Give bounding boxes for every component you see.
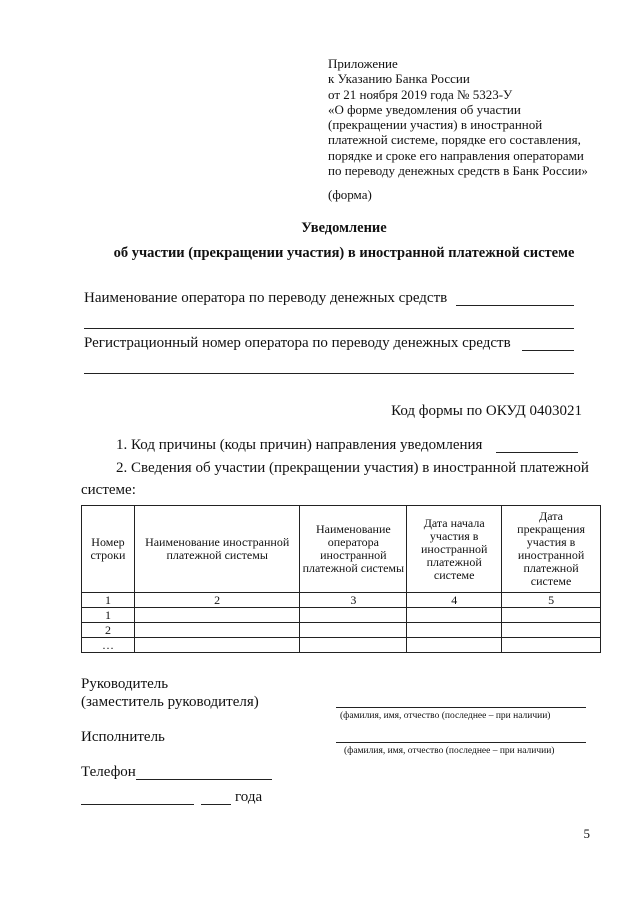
- table-cell[interactable]: [300, 608, 407, 623]
- head-label-deputy: (заместитель руководителя): [81, 694, 259, 710]
- reason-code-input[interactable]: [496, 452, 578, 453]
- annex-line: к Указанию Банка России: [328, 71, 470, 87]
- annex-line: от 21 ноября 2019 года № 5323-У: [328, 86, 513, 102]
- table-cell[interactable]: [300, 638, 407, 653]
- column-number: 5: [502, 593, 601, 608]
- table-header-cell: Дата начала участия в иностранной платежной системе: [407, 506, 502, 593]
- okud-code: Код формы по ОКУД 0403021: [391, 403, 582, 419]
- operator-name-input-continuation[interactable]: [84, 328, 574, 329]
- head-signature-line[interactable]: [336, 707, 586, 708]
- column-number: 1: [82, 593, 135, 608]
- phone-label: Телефон: [81, 764, 136, 780]
- table-cell: …: [82, 638, 135, 653]
- participation-info-label-cont: системе:: [81, 482, 136, 498]
- table-cell[interactable]: [300, 623, 407, 638]
- participation-info-label: 2. Сведения об участии (прекращении участия) в иностранной платежной: [116, 460, 589, 476]
- table-row: [82, 623, 601, 638]
- table-cell[interactable]: [502, 608, 601, 623]
- registration-number-input-continuation[interactable]: [84, 373, 574, 374]
- table-column-numbers-row: [82, 593, 601, 608]
- executor-name-caption: (фамилия, имя, отчество (последнее – при наличии): [344, 746, 555, 756]
- column-number: 2: [134, 593, 300, 608]
- page-number: 5: [583, 826, 590, 841]
- table-cell[interactable]: [502, 638, 601, 653]
- column-number: 3: [300, 593, 407, 608]
- table-header-cell: Дата прекращения участия в иностранной платежной системе: [502, 506, 601, 593]
- column-number: 4: [407, 593, 502, 608]
- table-header-cell: Наименование иностранной платежной системы: [134, 506, 300, 593]
- head-label: Руководитель: [81, 676, 169, 692]
- table-cell[interactable]: [134, 608, 300, 623]
- executor-signature-line[interactable]: [336, 742, 586, 743]
- participation-table: [81, 505, 601, 653]
- annex-line: «О форме уведомления об участии: [328, 101, 521, 117]
- date-day-month-input[interactable]: [81, 804, 194, 805]
- head-name-caption: (фамилия, имя, отчество (последнее – при наличии): [340, 711, 551, 721]
- table-cell[interactable]: [134, 623, 300, 638]
- reason-code-label: 1. Код причины (коды причин) направления уведомления: [116, 437, 483, 453]
- annex-line: платежной системе, порядке его составления,: [328, 132, 581, 148]
- table-header-cell: Номер строки: [82, 506, 135, 593]
- operator-name-label: Наименование оператора по переводу денежных средств: [84, 290, 448, 306]
- table-cell[interactable]: [502, 623, 601, 638]
- annex-line: порядке и сроке его направления операторами: [328, 147, 584, 163]
- registration-number-label: Регистрационный номер оператора по переводу денежных средств: [84, 335, 511, 351]
- phone-input[interactable]: [136, 779, 272, 780]
- table-row: [82, 608, 601, 623]
- registration-number-input[interactable]: [522, 350, 574, 351]
- table-cell[interactable]: [407, 608, 502, 623]
- document-subtitle: об участии (прекращении участия) в иностранной платежной системе: [113, 245, 575, 261]
- table-cell[interactable]: [407, 623, 502, 638]
- table-row: [82, 638, 601, 653]
- table-cell: 1: [82, 608, 135, 623]
- operator-name-input[interactable]: [456, 305, 574, 306]
- document-title: Уведомление: [301, 220, 387, 236]
- annex-line: по переводу денежных средств в Банк России»: [328, 163, 588, 179]
- table-cell[interactable]: [134, 638, 300, 653]
- executor-label: Исполнитель: [81, 729, 165, 745]
- date-year-label: года: [235, 789, 263, 805]
- annex-block: [328, 56, 588, 203]
- annex-line: (прекращении участия) в иностранной: [328, 117, 543, 133]
- annex-line: Приложение: [328, 56, 398, 71]
- table-header-cell: Наименование оператора иностранной платежной системы: [300, 506, 407, 593]
- table-header-row: [82, 506, 601, 593]
- date-year-input[interactable]: [201, 804, 231, 805]
- table-cell: 2: [82, 623, 135, 638]
- form-note: (форма): [328, 187, 372, 203]
- table-cell[interactable]: [407, 638, 502, 653]
